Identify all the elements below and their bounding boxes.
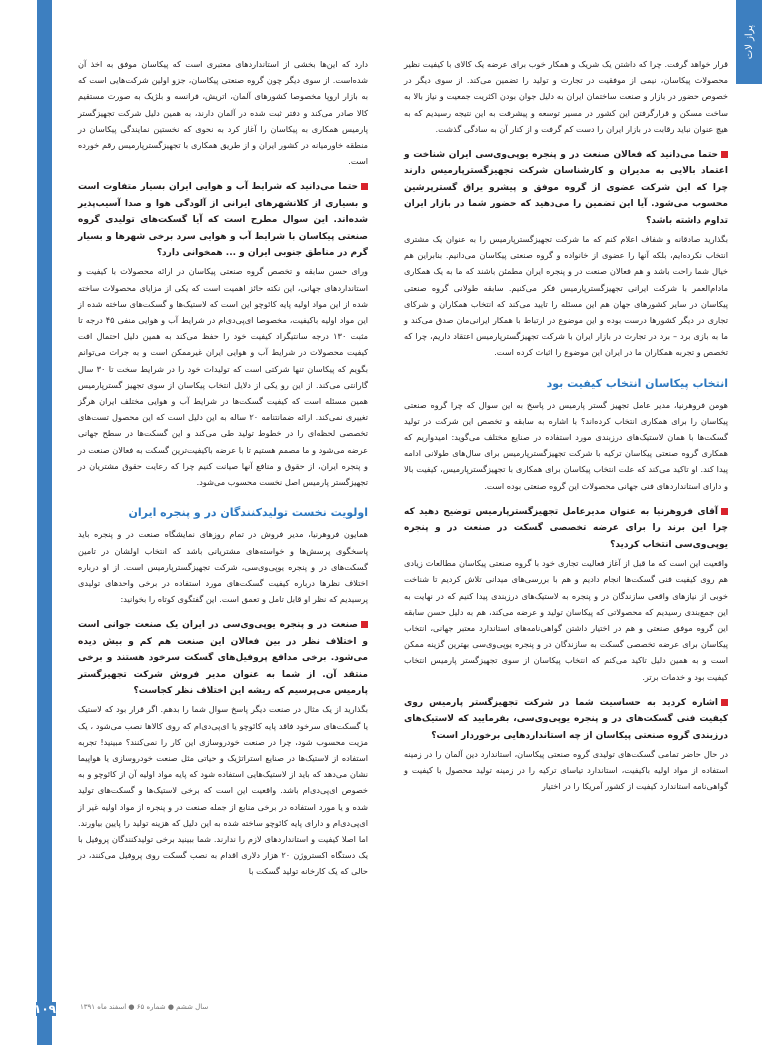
bullet-square-icon	[721, 699, 728, 706]
paragraph: دارد که این‌ها بخشی از استانداردهای معتبری است که پیکاسان موفق به اخذ آن شده‌است. از سوی دیگر چون گروه صنعتی پیکاسان، جزو اولین شرکت‌هایی است که به بازار اروپا مخصوصا کشورهای آلمان، اتریش، فرانسه و بلژیک به صورت مستقیم کالا صادر می‌کند و دفتر ثبت شده در آلمان دارند، به همین دلیل شرکت تجهیزگستر پارمیس همکاری به پیکاسان را آغاز کرد به نحوی که نخستین نمایندگی پیکاسان در منطقه خاورمیانه در کشور ایران و از طریق همکاری با تجهیزگسترپارمیس رقم خورده است.	[78, 59, 368, 167]
interview-question: آقای فروهرنیا به عنوان مدیرعامل تجهیزگسترپارمیس توضیح دهید که چرا این برند را برای عرضه تخصصی گسکت در صنعت در و پنجره یوپی‌وی‌سی انتخاب کردید؟	[404, 506, 728, 550]
interview-question: اشاره کردید به حساسیت شما در شرکت تجهیزگستر پارمیس روی کیفیت فنی گسکت‌های در و پنجره یوپی‌وی‌سی، بفرمایید که لاستیک‌های درزبندی گروه صنعتی پیکاسان از چه استانداردهایی برخوردار است؟	[404, 697, 728, 741]
left-column	[78, 56, 368, 882]
interview-question: حتما می‌دانید که شرایط آب و هوایی ایران بسیار متفاوت است و بسیاری از کلانشهرهای ایرانی از آلودگی هوا و صدا آسیب‌پذیر شده‌اند. این سوال مطرح است که آیا گسکت‌های تولیدی گروه صنعتی پیکاسان با شرایط آب و هوایی سرد برخی شهرها و بسیار گرم در مناطق جنوبی ایران و ... همخوانی دارد؟	[78, 182, 368, 259]
bullet-square-icon	[721, 508, 728, 515]
interview-question: صنعت در و پنجره یوپی‌وی‌سی در ایران یک صنعت جوانی است و اختلاف نظر در بین فعالان این صنعت هم کم و بیش دیده می‌شود. برخی مدافع پروفیل‌های گسکت سرخود هستند و برخی منتقد آن. از شما به عنوان مدیر فروش شرکت تجهیزگستر پارمیس می‌پرسیم که ریشه این اختلاف نظر کجاست؟	[78, 620, 368, 696]
paragraph: واقعیت این است که ما قبل از آغاز فعالیت تجاری خود با گروه صنعتی پیکاسان مطالعات زیادی هم روی کیفیت فنی گسکت‌ها انجام دادیم و هم با بررسی‌های میدانی تلاش کردیم تا شناخت خوبی از نیازهای واقعی سازندگان در و پنجره به لاستیک‌های درزبندی پیدا کنیم که در نهایت به این جمع‌بندی رسیدیم که محصولاتی که پیکاسان تولید و عرضه می‌کند، هم به دلیل حسن سابقه این گروه موفق صنعتی و هم در اختیار داشتن گواهی‌نامه‌های استاندارد معتبر جهانی، انتخاب پیکاسان برای عرضه تخصصی گسکت به سازندگان در و پنجره یوپی‌وی‌سی بهترین گزینه ممکن است و به همین دلیل تاکید می‌کنم که انتخاب پیکاسان از سوی تجهیزگستر پارمیس انتخاب کیفیت بود و خدمات برتر.	[404, 558, 728, 682]
bullet-square-icon	[361, 183, 368, 190]
paragraph: قرار خواهد گرفت. چرا که داشتن یک شریک و همکار خوب برای عرضه یک کالای با کیفیت نظیر محصولات پیکاسان، نیمی از موفقیت در تجارت و تولید را تضمین می‌کند. از سوی دیگر در خصوص حضور در بازار و صنعت ساختمان ایران به دلیل جوان بودن اکثریت جمعیت و نیاز بالا به ساخت مسکن و قرارگرفتن این کشور در مسیر توسعه و پیشرفت به این نتیجه رسیدیم که به هیچ عنوان نباید رقابت در بازار ایران را دست کم گرفت و از کنار آن به سادگی گذشت.	[404, 59, 728, 134]
issue-footer: سال ششم ● شماره ۶۵ ● اسفند ماه ۱۳۹۱	[80, 1003, 209, 1011]
paragraph: هومن فروهرنیا، مدیر عامل تجهیز گستر پارمیس در پاسخ به این سوال که چرا گروه صنعتی پیکاسان را برای همکاری انتخاب کرده‌اند؟ با اشاره به سابقه و تخصص این شرکت در تولید گسکت‌ها با همان لاستیک‌های درزبندی مورد استفاده در صنایع مختلف می‌گوید: امیدواریم که همکاری گروه صنعتی پیکاسان ترکیه با شرکت تجهیزگسترپارمیس برای سال‌های طولانی ادامه پیدا کند. او تاکید می‌کند که علت انتخاب پیکاسان برای همکاری با تجهیزگسترپارمیس، کیفیت بالا و دارای استانداردهای فنی جهانی محصولات این گروه صنعتی بوده است.	[404, 399, 728, 491]
section-heading: انتخاب پیکاسان انتخاب کیفیت بود	[546, 376, 728, 390]
interview-question: حتما می‌دانید که فعالان صنعت در و پنجره یوپی‌وی‌سی ایران شناخت و اعتماد بالایی به مدیران و کارشناسان شرکت تجهیزگسترپارمیس دارند چرا که این شرکت عضوی از گروه موفق و پیشرو یراق گسترپرشین محسوب می‌شود. آیا این تضمین را می‌دهید که حضور شما در بازار ایران تداوم داشته باشد؟	[404, 150, 728, 226]
paragraph: ورای حسن سابقه و تخصص گروه صنعتی پیکاسان در ارائه محصولات با کیفیت و استانداردهای جهانی، این نکته حائز اهمیت است که یکی از مزایای محصولات ساخته شده از این مواد اولیه پایه کائوچو این است که لاستیک‌ها و گسکت‌های ساخته شده از این مواد اولیه باکیفیت، مخصوصا ای‌پی‌دی‌ام در شرایط آب و هوایی منفی ۴۵ درجه تا مثبت ۱۳۰ درجه سانتیگراد کیفیت خود را حفظ می‌کند به همین دلیل احتمال افت کیفیت محصولات در شرایط آب و هوایی ایران غیرممکن است و به جرات می‌توانم بگویم که پیکاسان تنها شرکتی است که تولیدات خود را در شرایط سخت تا ۳۰ سال گارانتی می‌کند. از این رو یکی از دلایل انتخاب پیکاسان از سوی تجهیز گسترپارمیس همین مسئله است که کیفیت گسکت‌ها در شرایط آب و هوایی مختلف ایران هرگز تغییری نمی‌کند. ارائه ضمانتنامه ۲۰ ساله به این دلیل است که این محصول تست‌های تخصصی لحظه‌ای را در خطوط تولید طی می‌کند و این گسکت‌ها در سطح جهانی عرضه می‌شود و ما مصمم هستیم تا با عرضه باکیفیت‌ترین گسکت به فعالان صنعت در و پنجره ایران، از حقوق و منافع آنها صیانت کنیم چرا که رعایت حقوق مشتریان در تجهیزگستر پارمیس اصل نخست محسوب می‌شود.	[78, 266, 368, 488]
bullet-square-icon	[361, 621, 368, 628]
right-column	[404, 56, 728, 797]
section-heading: اولویت نخست تولیدکنندگان در و پنجره ایران	[128, 506, 368, 520]
paragraph: همایون فروهرنیا، مدیر فروش در تمام روزهای نمایشگاه صنعت در و پنجره باید پاسخگوی پرسش‌ها و خواسته‌های مشتریانی باشد که انتخاب اولشان در تامین گسکت‌های در و پنجره یوپی‌وی‌سی، شرکت تجهیزگسترپارمیس است. از او درباره اختلاف نظرها درباره کیفیت گسکت‌های مورد استفاده در برخی واحدهای تولیدی پرسیدیم که نظر او قابل تامل و تعمق است. این گفتگوی کوتاه را بخوانید:	[78, 529, 368, 605]
page-number: ۱۰۹	[34, 1002, 56, 1016]
bullet-square-icon	[721, 151, 728, 158]
paragraph: در حال حاضر تمامی گسکت‌های تولیدی گروه صنعتی پیکاسان، استاندارد دین آلمان را در زمینه استفاده از مواد اولیه باکیفیت، استاندارد تیاسای ترکیه را در زمینه تولید محصول با کیفیت و گواهی‌نامه استاندارد کیفیت از کشور آمریکا را در اختیار	[404, 748, 728, 792]
page-margin-strip	[37, 0, 52, 1045]
paragraph: بگذارید صادقانه و شفاف اعلام کنم که ما شرکت تجهیزگسترپارمیس را به عنوان یک مشتری انتخاب نکرده‌ایم، بلکه آنها را عضوی از خانواده و گروه صنعتی پیکاسان می‌دانیم. بنابراین هم خیال شما راحت باشد و هم فعالان صنعت در و پنجره ایران مطمئن باشند که ما به یک همکاری مادام‌العمر با شرکت ایرانی تجهیزگسترپارمیس فکر می‌کنیم. سابقه طولانی گروه صنعتی پیکاسان در سایر کشورهای جهان هم این مسئله را تایید می‌کند که انتخاب همکاران و شرکای تجاری در دیگر کشورها درست بوده و این موضوع در ارتباط با همکار ایرانی‌مان صدق می‌کند و ما به بازی برد – برد در تجارت در بازار ایران با شرکت تجهیزگسترپارمیس اعتقاد داریم، چرا که تخصص و تجربه همکاران ما در ایران این موضوع را اثبات کرده است.	[404, 234, 728, 358]
paragraph: بگذارید از یک مثال در صنعت دیگر پاسخ سوال شما را بدهم. اگر قرار بود که لاستیک یا گسکت‌های سرخود فاقد پایه کائوچو یا ای‌پی‌دی‌ام که روی کالاها نصب می‌شود ، یک مزیت محسوب شود، چرا در صنعت خودروسازی این کار را نمی‌کنند؟ مبینید! تجربه استفاده از لاستیک‌ها در صنایع استراتژیک و حیاتی مثل صنعت خودروسازی یا هواپیما نشان می‌دهد که باید از لاستیک‌هایی استفاده شود که پایه مواد اولیه آن از کائوچو و به خصوص ای‌پی‌دی‌ام باشد. واقعیت این است که برخی لاستیک‌ها و گسکت‌های تولید شده و یا مورد استفاده در برخی منابع از جمله صنعت در و پنجره از مواد اولیه غیر از ای‌پی‌دی‌ام و دارای پایه کائوچو ساخته شده به این دلیل که هزینه تولید را پایین بیاورند. اما اصلا کیفیت و استانداردهای لازم را ندارند. شما ببینید برخی تولیدکنندگان پروفیل با یک دستگاه اکستروژن ۲۰ هزار دلاری اقدام به نصب گسکت روی پروفیل می‌کنند، در حالی که یک کارخانه تولید گسکت با	[78, 704, 368, 877]
section-tab: پراز لات	[736, 0, 762, 84]
